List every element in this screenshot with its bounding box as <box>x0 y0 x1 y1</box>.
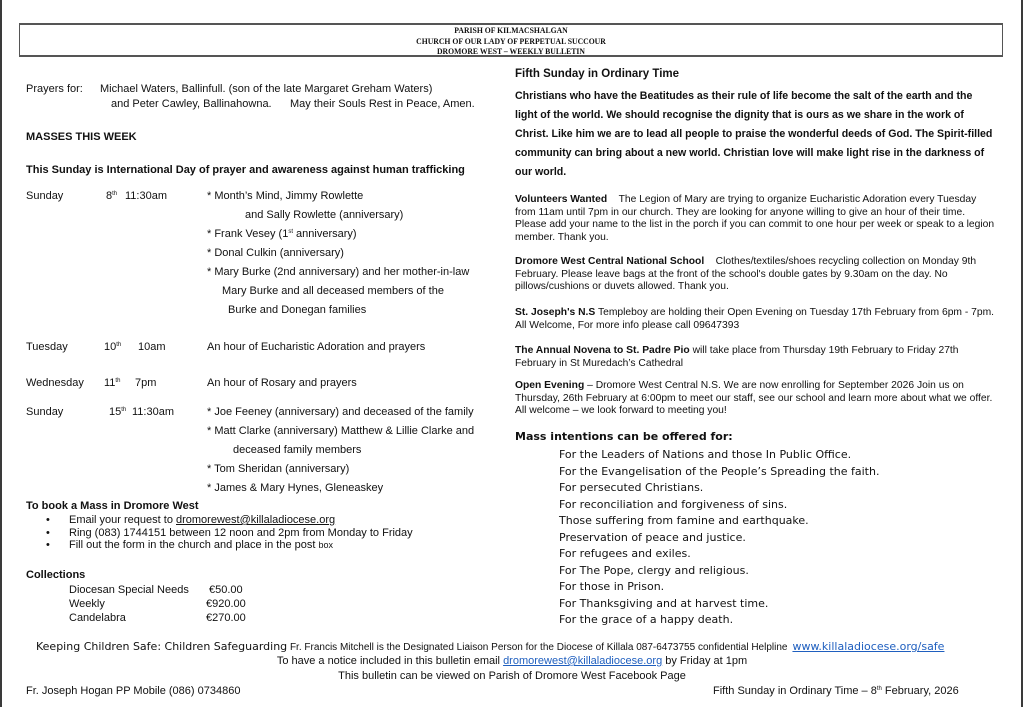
mass-time: 11:30am <box>132 406 174 418</box>
priest-contact: Fr. Joseph Hogan PP Mobile (086) 0734860 <box>26 685 241 697</box>
intention-item: For The Pope, clergy and religious. <box>559 563 749 577</box>
mass-date-number: 15 <box>109 406 122 418</box>
collections-title: Collections <box>26 569 86 581</box>
booking-email-prefix: Email your request to <box>69 514 176 526</box>
booking-item-email <box>44 514 413 527</box>
collection-amount: €270.00 <box>206 612 246 624</box>
mass-day: Sunday <box>26 406 64 418</box>
church-name: CHURCH OF OUR LADY OF PERPETUAL SUCCOUR <box>416 36 606 46</box>
booking-form-box: box <box>318 540 333 550</box>
intention-item: For the Evangelisation of the People’s Spreading the faith. <box>559 464 880 478</box>
notice-volunteers <box>515 194 995 244</box>
notice-heading: Dromore West Central National School <box>515 256 705 267</box>
collection-row <box>69 597 246 611</box>
booking-item-ring <box>44 527 413 540</box>
mass-intention-line: An hour of Eucharistic Adoration and prayers <box>207 341 426 353</box>
intention-item: For reconciliation and forgiveness of sins. <box>559 497 788 511</box>
prayers-rest-in-peace: May their Souls Rest in Peace, Amen. <box>290 98 475 110</box>
booking-ring-text: Ring (083) 1744151 between 12 noon and 2pm from Monday to Friday <box>69 526 413 539</box>
notice-school-recycling <box>515 256 995 294</box>
mass-date-suffix: th <box>112 191 118 197</box>
mass-date <box>104 377 120 389</box>
notice-heading: Open Evening <box>515 380 585 391</box>
bulletin-title: DROMORE WEST – WEEKLY BULLETIN <box>436 47 586 56</box>
intention-item: For refugees and exiles. <box>559 547 691 560</box>
mass-date-suffix: th <box>115 378 121 384</box>
footer-date-suffix: th <box>876 686 882 692</box>
booking-list <box>44 514 413 552</box>
collection-name: Diocesan Special Needs <box>69 584 189 596</box>
collection-name: Weekly <box>69 598 105 610</box>
mass-intention-line: * Matt Clarke (anniversary) Matthew & Lillie Clarke and <box>207 425 475 437</box>
sunday-note: This Sunday is International Day of prayer and awareness against human trafficking <box>26 164 465 176</box>
mass-intention-line: * Tom Sheridan (anniversary) <box>207 463 350 475</box>
intention-item: For the grace of a happy death. <box>559 613 734 626</box>
intention-item: For Thanksgiving and at harvest time. <box>559 596 769 610</box>
collection-amount: €920.00 <box>206 598 246 610</box>
mass-date-number: 10 <box>104 341 117 353</box>
bulletin-header <box>19 23 1003 57</box>
collection-row <box>69 611 246 625</box>
prayers-line-1: Michael Waters, Ballinfull. (son of the late Margaret Greham Waters) <box>100 83 433 95</box>
mass-day: Tuesday <box>26 341 68 353</box>
intentions-title: Mass intentions can be offered for: <box>515 430 733 443</box>
notice-heading: St. Joseph's N.S <box>515 307 596 318</box>
bullet-icon: • <box>46 526 50 539</box>
page-edge-left <box>0 0 2 707</box>
notice-heading: Volunteers Wanted <box>515 194 608 205</box>
booking-item-form <box>44 539 413 552</box>
safeguarding-text: Fr. Francis Mitchell is the Designated Liaison Person for the Diocese of Killala 087-6473755 confidential Helpline <box>287 642 788 653</box>
intention-item: Those suffering from famine and earthquake. <box>559 514 809 527</box>
bullet-icon: • <box>46 514 50 526</box>
mass-intention-line: * Frank Vesey (1st anniversary) <box>207 228 357 240</box>
mass-intention-line: and Sally Rowlette (anniversary) <box>245 209 404 221</box>
mass-intention-line: * Month’s Mind, Jimmy Rowlette <box>207 190 364 202</box>
mass-time: 11:30am <box>125 190 167 202</box>
mass-intention-line: An hour of Rosary and prayers <box>207 377 357 389</box>
footer-date <box>713 685 959 697</box>
safeguarding-link[interactable]: www.killaladiocese.org/safe <box>792 640 945 653</box>
mass-intention-line: Mary Burke and all deceased members of the <box>222 285 444 297</box>
intention-item: For persecuted Christians. <box>559 481 704 494</box>
booking-email-link[interactable]: dromorewest@killaladiocese.org <box>176 514 336 526</box>
intentions-list <box>559 447 879 629</box>
collection-row <box>69 583 243 597</box>
prayers-label: Prayers for: <box>26 83 83 95</box>
safeguarding-lead: Keeping Children Safe: Children Safeguarding <box>36 640 288 653</box>
notice-padre-pio <box>515 345 995 370</box>
intention-item: For those in Prison. <box>559 580 665 593</box>
parish-name: PARISH OF KILMACSHALGAN <box>454 26 568 35</box>
mass-time: 10am <box>138 341 166 353</box>
mass-date <box>106 190 117 202</box>
mass-intention-line: Burke and Donegan families <box>228 304 367 316</box>
notice-submission-line <box>0 655 1024 667</box>
notice-heading: The Annual Novena to St. Padre Pio <box>515 345 690 356</box>
notice-text: The Legion of Mary are trying to organize Eucharistic Adoration every Tuesday from 11am until 7pm in our church. They are looking for anyone willing to give an hour of their time. Please add your name to the list in the porch if you can commit to one hour per week or speak to a legion member. Thank you. <box>515 194 995 243</box>
ordinal-suffix: st <box>288 229 293 235</box>
bullet-icon: • <box>46 539 50 551</box>
mass-day: Wednesday <box>26 377 84 389</box>
mass-date <box>109 406 126 418</box>
mass-date-suffix: th <box>116 342 122 348</box>
mass-date-number: 8 <box>106 190 113 202</box>
safeguarding-line <box>36 640 944 653</box>
notice-text: Templeboy are holding their Open Evening on Tuesday 17th February from 6pm - 7pm. All Welcome, For more info please call 09647393 <box>515 307 995 331</box>
intention-item: Preservation of peace and justice. <box>559 530 746 544</box>
mass-intention-line: * Joe Feeney (anniversary) and deceased of the family <box>207 406 474 418</box>
mass-intention-line: deceased family members <box>233 444 362 456</box>
collection-name: Candelabra <box>69 612 126 624</box>
facebook-line: This bulletin can be viewed on Parish of Dromore West Facebook Page <box>338 670 686 682</box>
notice-open-evening <box>515 380 995 418</box>
mass-day: Sunday <box>26 190 64 202</box>
mass-intention-line: * Donal Culkin (anniversary) <box>207 247 344 259</box>
notice-submission-suffix: by Friday at 1pm <box>662 655 748 667</box>
footer-date-prefix: Fifth Sunday in Ordinary Time – 8 <box>713 685 877 697</box>
notice-st-josephs <box>515 307 995 332</box>
mass-date-number: 11 <box>104 377 116 389</box>
notice-text: – Dromore West Central N.S. We are now enrolling for September 2026 Join us on Thursday, 26th February at 6:00pm to meet our staff, see our school and learn more about what we offer. All welcome – we look forward to meeting you! <box>515 380 993 416</box>
page-edge-right <box>1021 0 1023 707</box>
mass-date-suffix: th <box>121 407 127 413</box>
booking-form-text: Fill out the form in the church and place in the post <box>69 539 319 551</box>
notice-submission-prefix: To have a notice included in this bulletin email <box>276 655 504 667</box>
notice-email-link[interactable]: dromorewest@killaladiocese.org <box>503 655 663 667</box>
collection-amount: €50.00 <box>209 584 243 596</box>
mass-intention-line: * Mary Burke (2nd anniversary) and her mother-in-law <box>207 266 470 278</box>
intention-item: For the Leaders of Nations and those In Public Office. <box>559 448 852 461</box>
masses-title: MASSES THIS WEEK <box>26 131 137 143</box>
footer-date-rest: February, 2026 <box>881 685 959 697</box>
mass-date <box>104 341 121 353</box>
mass-time: 7pm <box>135 377 157 389</box>
notice-text: Clothes/textiles/shoes recycling collection on Monday 9th February. Please leave bags at the front of the school's double gates by 9.30am on the day. No pillows/cushions or duvets allowed. Thank you. <box>515 256 977 292</box>
reflection-text: Christians who have the Beatitudes as their rule of life become the salt of the earth and the light of the world. We should recognise the dignity that is ours as we share in the work of Christ. Like him we are to lead all people to praise the wonderful deeds of God. The Spirit-filled community can bring about a new world. Christian love will make light rise in the darkness of our world. <box>515 90 993 178</box>
mass-intention-line: * James & Mary Hynes, Gleneaskey <box>207 482 384 494</box>
notice-text: will take place from Thursday 19th February to Friday 27th February in St Muredach’s Cathedral <box>515 345 959 369</box>
booking-title: To book a Mass in Dromore West <box>26 500 199 512</box>
prayers-line-2: and Peter Cawley, Ballinahowna. <box>111 98 272 110</box>
reflection-title: Fifth Sunday in Ordinary Time <box>515 68 680 80</box>
